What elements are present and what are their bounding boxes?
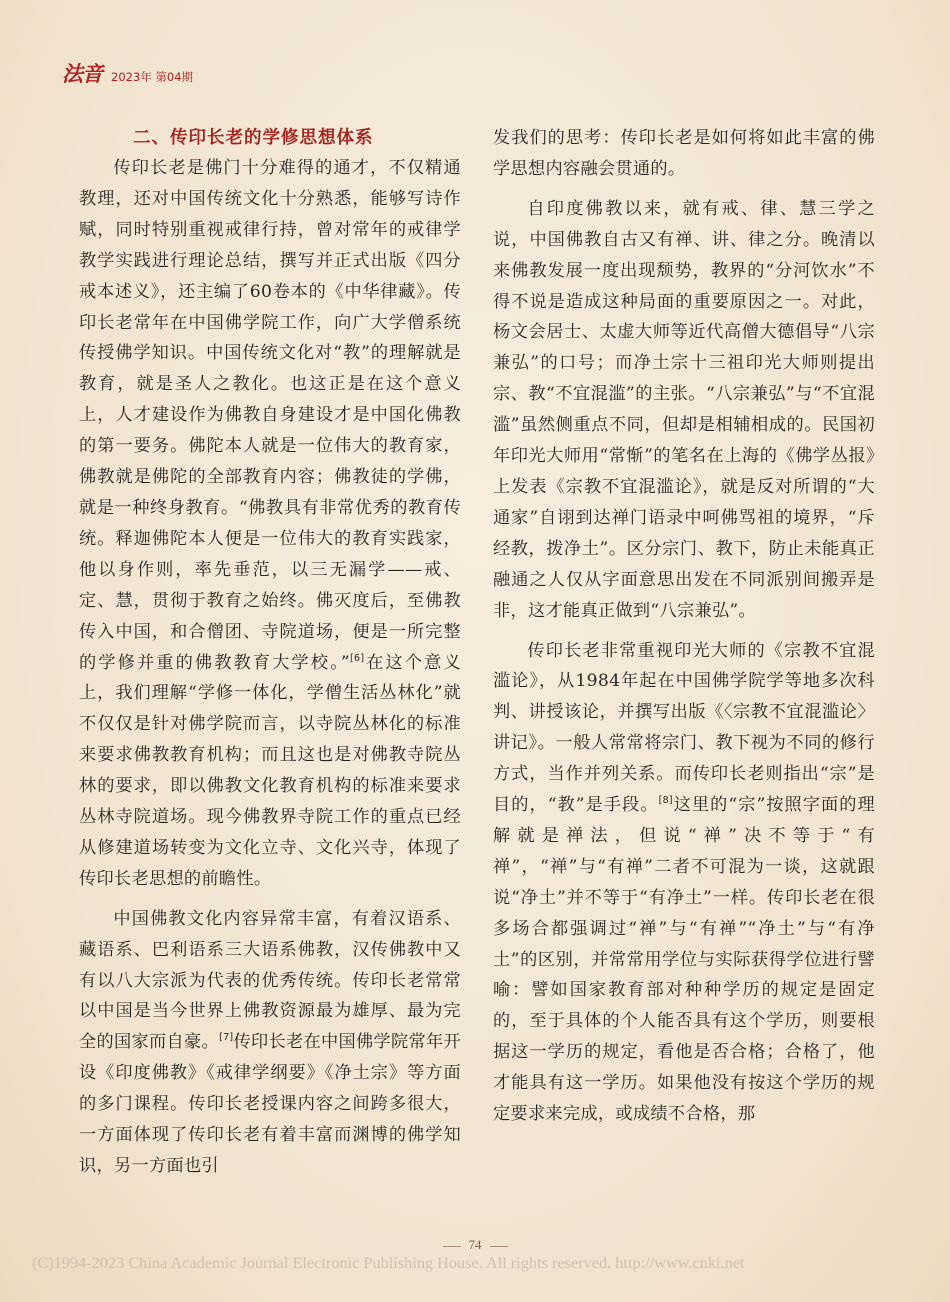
issue-label: 2023年 第04期 [111, 70, 194, 84]
left-column [79, 123, 461, 1182]
citation-ref[interactable]: [6] [350, 652, 365, 664]
citation-ref[interactable]: [8] [658, 795, 673, 807]
copyright-watermark: (C)1994-2023 China Academic Journal Electronic Publishing House. All rights reserved. http://www.cnki.net [32, 1253, 745, 1272]
paragraph-continuation: 发我们的思考：传印长老是如何将如此丰富的佛学思想内容融会贯通的。 [493, 128, 875, 179]
journal-logo: 法音 [62, 61, 102, 86]
paragraph: 中国佛教文化内容异常丰富，有着汉语系、藏语系、巴利语系三大语系佛教，汉传佛教中又有以八大宗派为代表的优秀传统。传印长老常常以中国是当今世界上佛教资源最为雄厚、最为完全的国家而自豪。[7]传印长老在中国佛学院常年开设《印度佛教》《戒律学纲要》《净土宗》等方面的多门课程。传印长老授课内容之间跨多很大，一方面体现了传印长老有着丰富而渊博的佛学知识，另一方面也引 [79, 908, 462, 1176]
paragraph: 传印长老非常重视印光大师的《宗教不宜混滥论》，从1984年起在中国佛学院学等地多次科判、讲授该论，并撰写出版《〈宗教不宜混滥论〉讲记》。一般人常常将宗门、教下视为不同的修行方式，当作并列关系。而传印长老则指出“宗”是目的，“教”是手段。[8]这里的“宗”按照字面的理解就是禅法，但说“禅”决不等于“有禅”，“禅”与“有禅”二者不可混为一谈，这就跟说“净土”并不等于“有净土”一样。传印长老在很多场合都强调过“禅”与“有禅”“净土”与“有净土”的区别，并常常用学位与实际获得学位进行譬喻：譬如国家教育部对种种学历的规定是固定的，至于具体的个人能否具有这个学历，则要根据这一学历的规定，看他是否合格；合格了，他才能具有这一学历。如果他没有按这个学历的规定要求来完成，或成绩不合格，那 [493, 640, 875, 1125]
citation-ref[interactable]: [7] [219, 1032, 234, 1044]
paragraph: 传印长老是佛门十分难得的通才，不仅精通教理，还对中国传统文化十分熟悉，能够写诗作赋，同时特别重视戒律行持，曾对常年的戒律学教学实践进行理论总结，撰写并正式出版《四分戒本述义》，还主编了60卷本的《中华律藏》。传印长老常年在中国佛学院工作，向广大学僧系统传授佛学知识。中国传统文化对“教”的理解就是教育，就是圣人之教化。也这正是在这个意义上，人才建设作为佛教自身建设才是中国化佛教的第一要务。佛陀本人就是一位伟大的教育家，佛教就是佛陀的全部教育内容；佛教徒的学佛，就是一种终身教育。“佛教具有非常优秀的教育传统。释迦佛陀本人便是一位伟大的教育实践家，他以身作则，率先垂范，以三无漏学——戒、定、慧，贯彻于教育之始终。佛灭度后，至佛教传入中国，和合僧团、寺院道场，便是一所完整的学修并重的佛教教育大学校。”[6]在这个意义上，我们理解“学修一体化，学僧生活丛林化”就不仅仅是针对佛学院而言，以寺院丛林化的标准来要求佛教教育机构；而且这也是对佛教寺院丛林的要求，即以佛教文化教育机构的标准来要求丛林寺院道场。现今佛教界寺院工作的重点已经从修建道场转变为文化立寺、文化兴寺，体现了传印长老思想的前瞻性。 [79, 158, 461, 889]
page-number: 74 [0, 1237, 950, 1253]
right-column [493, 123, 875, 1130]
paragraph: 自印度佛教以来，就有戒、律、慧三学之说，中国佛教自古又有禅、讲、律之分。晚清以来佛教发展一度出现颓势，教界的“分河饮水”不得不说是造成这种局面的重要原因之一。对此，杨文会居士、太虚大师等近代高僧大德倡导“八宗兼弘”的口号；而净土宗十三祖印光大师则提出宗、教“不宜混滥”的主张。“八宗兼弘”与“不宜混滥”虽然侧重点不同，但却是相辅相成的。民国初年印光大师用“常惭”的笔名在上海的《佛学丛报》上发表《宗教不宜混滥论》，就是反对所谓的“大通家”自诩到达禅门语录中呵佛骂祖的境界，“斥经教，拨净土”。区分宗门、教下，防止未能真正融通之人仅从字面意思出发在不同派别间搬弄是非，这才能真正做到“八宗兼弘”。 [493, 198, 875, 621]
journal-header [62, 58, 194, 86]
section-title: 二、传印长老的学修思想体系 [133, 128, 374, 148]
